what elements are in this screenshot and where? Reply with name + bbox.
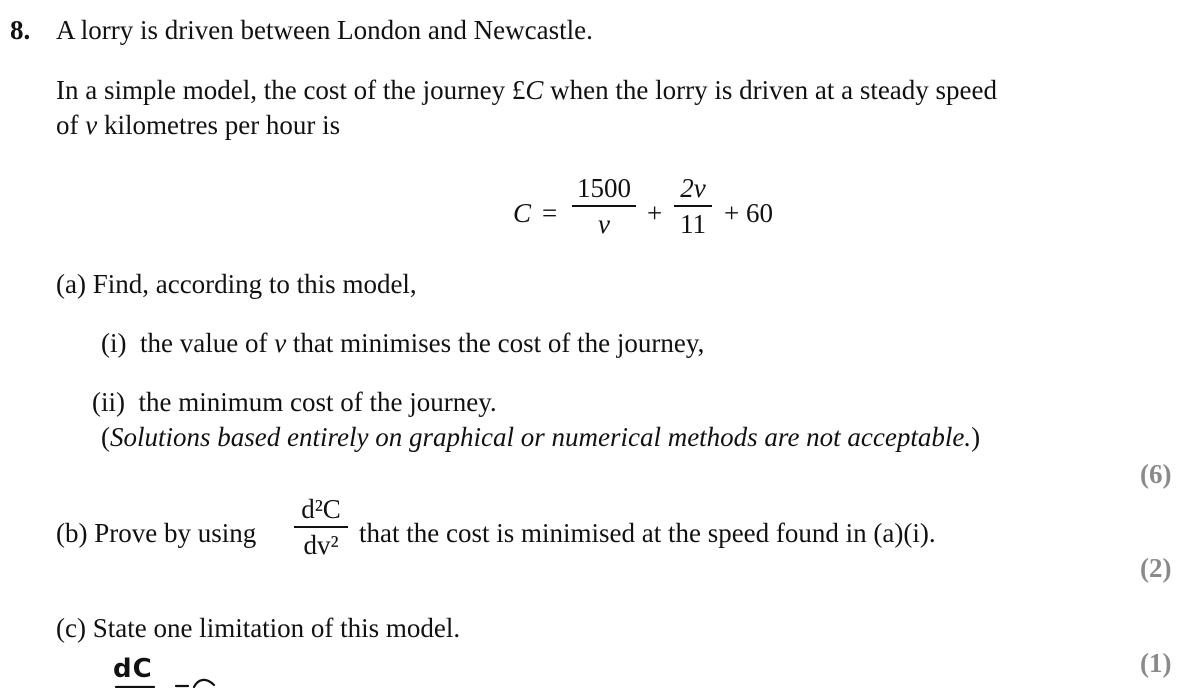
formula-fraction-2-denominator: 11 (680, 208, 706, 239)
formula-plus: + (647, 198, 663, 228)
handwritten-dc: dC (113, 654, 153, 684)
part-b-marks: (2) (1140, 553, 1172, 583)
part-b-derivative (294, 494, 348, 560)
part-a-ii (92, 386, 497, 418)
part-b-derivative-denominator: dv² (303, 529, 339, 560)
formula-fraction-1-numerator: 1500 (577, 173, 631, 203)
model-line-1 (56, 74, 997, 106)
part-c-marks: (1) (1140, 648, 1172, 678)
formula-equals: = (542, 198, 558, 228)
part-b-post: that the cost is minimised at the speed found in (a)(i). (359, 518, 936, 548)
part-a-note (101, 421, 980, 453)
part-a-ii-text: the minimum cost of the journey. (138, 387, 497, 417)
model-line-1-pre: In a simple model, the cost of the journey £ (56, 75, 526, 105)
formula-fraction-2 (674, 173, 712, 239)
part-c-text: (c) State one limitation of this model. (56, 613, 461, 643)
part-a-ii-label: (ii) (92, 387, 125, 417)
model-line-1-var: C (525, 75, 544, 105)
handwritten-fraction-strokes (110, 675, 220, 688)
part-a-i-label: (i) (101, 328, 127, 358)
formula-fraction-1 (572, 173, 636, 239)
part-a-note-close: ) (971, 422, 981, 452)
part-a-i-var: v (274, 328, 287, 358)
part-a-i-pre: the value of (139, 328, 275, 358)
question-number: 8. (10, 15, 31, 45)
part-a-note-open: ( (101, 422, 110, 452)
formula-fraction-1-denominator: v (598, 208, 610, 239)
part-a-i (101, 327, 704, 359)
formula-fraction-2-numerator: 2v (680, 173, 706, 203)
model-line-2-pre: of (56, 110, 86, 140)
part-a-i-post: that minimises the cost of the journey, (286, 328, 705, 358)
model-line-2-var: v (85, 110, 98, 140)
question-stem: A lorry is driven between London and Newcastle. (56, 15, 593, 45)
part-b-pre: (b) Prove by using (56, 518, 257, 548)
part-a-marks: (6) (1140, 459, 1172, 489)
part-b-derivative-numerator: d²C (301, 494, 341, 524)
part-a-label: (a) Find, according to this model, (56, 269, 417, 299)
model-line-2 (56, 109, 340, 141)
model-line-1-post: when the lorry is driven at a steady speed (543, 75, 998, 105)
model-line-2-post: kilometres per hour is (97, 110, 341, 140)
formula-tail: + 60 (724, 198, 773, 228)
part-a-note-italic: Solutions based entirely on graphical or numerical methods are not acceptable. (110, 422, 972, 452)
formula-lhs: C (513, 198, 532, 228)
